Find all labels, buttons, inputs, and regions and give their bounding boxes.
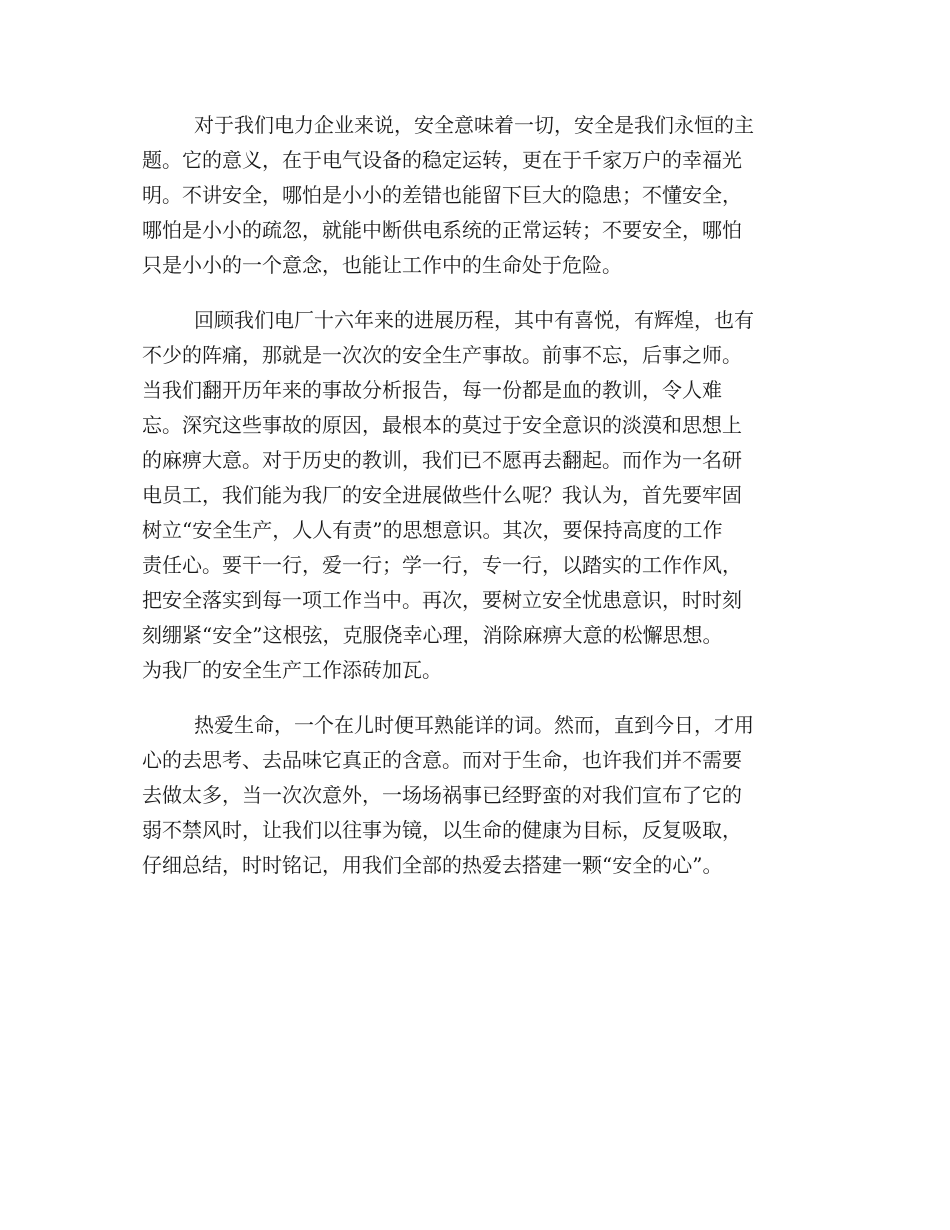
paragraph-line: 责任心。要干一行，爱一行；学一行，专一行，以踏实的工作作风， [142, 553, 742, 577]
paragraph-spacer [142, 688, 807, 708]
paragraph-line: 当我们翻开历年来的事故分析报告，每一份都是血的教训，令人难 [142, 378, 722, 402]
document-body [142, 108, 807, 883]
paragraph-line: 热爱生命，一个在儿时便耳熟能详的词。然而，直到今日，才用 [194, 713, 754, 737]
paragraph-line: 题。它的意义，在于电气设备的稳定运转，更在于千家万户的幸福光 [142, 148, 742, 172]
paragraph-line: 对于我们电力企业来说，安全意味着一切，安全是我们永恒的主 [194, 113, 754, 137]
paragraph-line: 为我厂的安全生产工作添砖加瓦。 [142, 658, 442, 682]
paragraph-3 [142, 708, 807, 883]
paragraph-line: 回顾我们电厂十六年来的进展历程，其中有喜悦，有辉煌，也有 [194, 308, 754, 332]
paragraph-line: 把安全落实到每一项工作当中。再次，要树立安全忧患意识，时时刻 [142, 588, 742, 612]
paragraph-spacer [142, 283, 807, 303]
paragraph-line: 的麻痹大意。对于历史的教训，我们已不愿再去翻起。而作为一名研 [142, 448, 742, 472]
paragraph-line: 刻绷紧“安全”这根弦，克服侥幸心理，消除麻痹大意的松懈思想。 [142, 623, 723, 647]
paragraph-2 [142, 303, 807, 688]
paragraph-1 [142, 108, 807, 283]
paragraph-line: 树立“安全生产，人人有责”的思想意识。其次，要保持高度的工作 [142, 518, 723, 542]
paragraph-line: 电员工，我们能为我厂的安全进展做些什么呢？我认为，首先要牢固 [142, 483, 742, 507]
paragraph-line: 弱不禁风时，让我们以往事为镜，以生命的健康为目标，反复吸取， [142, 818, 742, 842]
paragraph-line: 心的去思考、去品味它真正的含意。而对于生命，也许我们并不需要 [142, 748, 742, 772]
paragraph-line: 忘。深究这些事故的原因，最根本的莫过于安全意识的淡漠和思想上 [142, 413, 742, 437]
paragraph-line: 仔细总结，时时铭记，用我们全部的热爱去搭建一颗“安全的心”。 [142, 853, 723, 877]
paragraph-line: 明。不讲安全，哪怕是小小的差错也能留下巨大的隐患；不懂安全， [142, 183, 742, 207]
paragraph-line: 去做太多，当一次次意外，一场场祸事已经野蛮的对我们宣布了它的 [142, 783, 742, 807]
paragraph-line: 不少的阵痛，那就是一次次的安全生产事故。前事不忘，后事之师。 [142, 343, 742, 367]
paragraph-line: 只是小小的一个意念，也能让工作中的生命处于危险。 [142, 253, 622, 277]
paragraph-line: 哪怕是小小的疏忽，就能中断供电系统的正常运转；不要安全，哪怕 [142, 218, 742, 242]
